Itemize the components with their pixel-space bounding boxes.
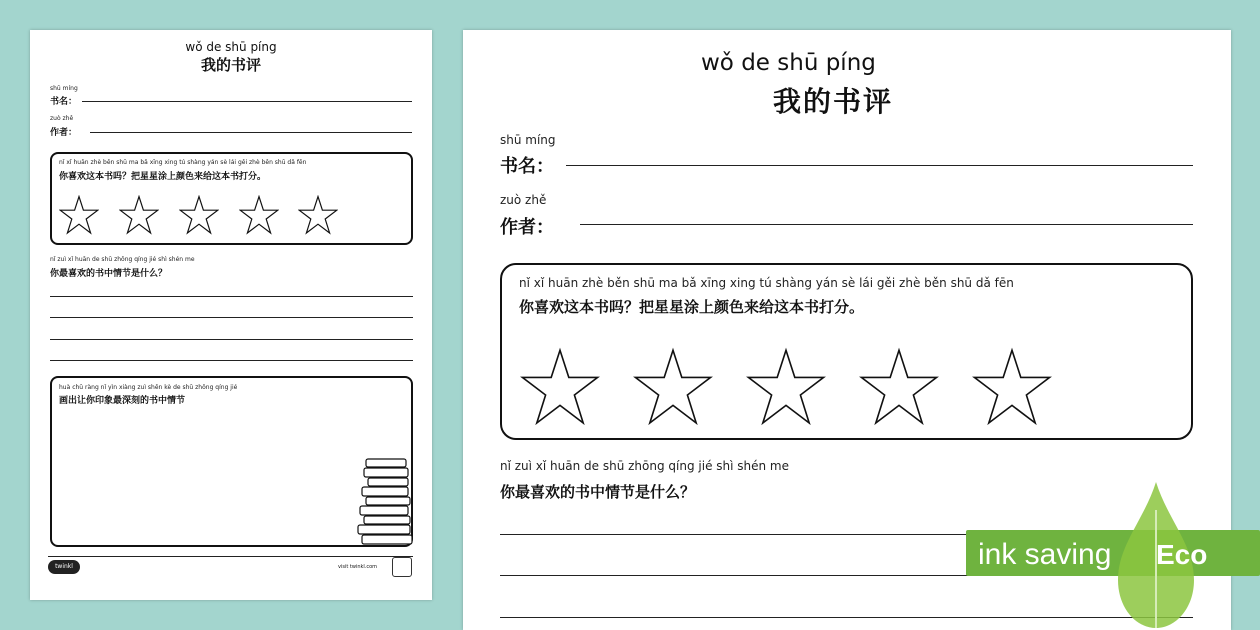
book-name-label: 书名：: [50, 97, 78, 107]
writing-line: [50, 360, 413, 361]
draw-hanzi: 画出让你印象最深刻的书中情节: [59, 396, 186, 406]
book-name-pinyin: shū míng: [50, 85, 78, 92]
rating-pinyin: nǐ xǐ huān zhè běn shū ma bǎ xīng xing tú shàng yán sè lái gěi zhè běn shū dǎ fēn: [59, 159, 307, 166]
author-label: 作者：: [50, 128, 78, 138]
footer-divider: [48, 556, 413, 557]
rating-pinyin: nǐ xǐ huān zhè běn shū ma bǎ xīng xing tú shàng yán sè lái gěi zhè běn shū dǎ fēn: [519, 276, 1014, 290]
draw-pinyin: huà chū ràng nǐ yìn xiàng zuì shēn kè de shū zhōng qíng jié: [59, 384, 238, 391]
eco-badge-text: ink saving: [978, 538, 1112, 571]
book-name-label: 书名：: [500, 156, 554, 177]
title-hanzi: 我的书评: [200, 56, 261, 74]
eco-badge-label: Eco: [1156, 539, 1208, 570]
book-stack-icon: [354, 455, 416, 549]
plot-pinyin: nǐ zuì xǐ huān de shū zhōng qíng jié shì shén me: [500, 459, 790, 473]
author-pinyin: zuò zhě: [50, 115, 74, 122]
title-pinyin: wǒ de shū píng: [701, 50, 876, 76]
plot-pinyin: nǐ zuì xǐ huān de shū zhōng qíng jié shì shén me: [50, 256, 195, 263]
twinkl-badge-icon: [392, 557, 412, 577]
eco-ink-saving-badge: [966, 480, 1260, 630]
star-icon: [179, 195, 219, 235]
author-line: [580, 224, 1193, 225]
title-pinyin: wǒ de shū píng: [185, 40, 277, 54]
star-icon: [746, 347, 826, 427]
star-icon: [972, 347, 1052, 427]
rating-hanzi: 你喜欢这本书吗？把星星涂上颜色来给这本书打分。: [59, 172, 267, 182]
writing-line: [50, 296, 413, 297]
worksheet-preview-small: [30, 30, 432, 600]
plot-hanzi: 你最喜欢的书中情节是什么？: [50, 269, 168, 279]
author-line: [90, 132, 412, 133]
book-name-line: [82, 101, 412, 102]
footer-url: visit twinkl.com: [338, 564, 378, 570]
title-hanzi: 我的书评: [773, 85, 894, 118]
author-pinyin: zuò zhě: [500, 193, 547, 207]
author-label: 作者：: [500, 217, 554, 238]
star-icon: [119, 195, 159, 235]
star-icon: [859, 347, 939, 427]
writing-line: [50, 339, 413, 340]
book-name-pinyin: shū míng: [500, 133, 556, 147]
star-icon: [59, 195, 99, 235]
star-icon: [520, 347, 600, 427]
twinkl-logo: twinkl: [48, 560, 80, 574]
rating-hanzi: 你喜欢这本书吗？把星星涂上颜色来给这本书打分。: [519, 298, 865, 316]
star-icon: [298, 195, 338, 235]
writing-line: [50, 317, 413, 318]
star-icon: [239, 195, 279, 235]
book-name-line: [566, 165, 1193, 166]
star-icon: [633, 347, 713, 427]
plot-hanzi: 你最喜欢的书中情节是什么？: [500, 483, 696, 501]
